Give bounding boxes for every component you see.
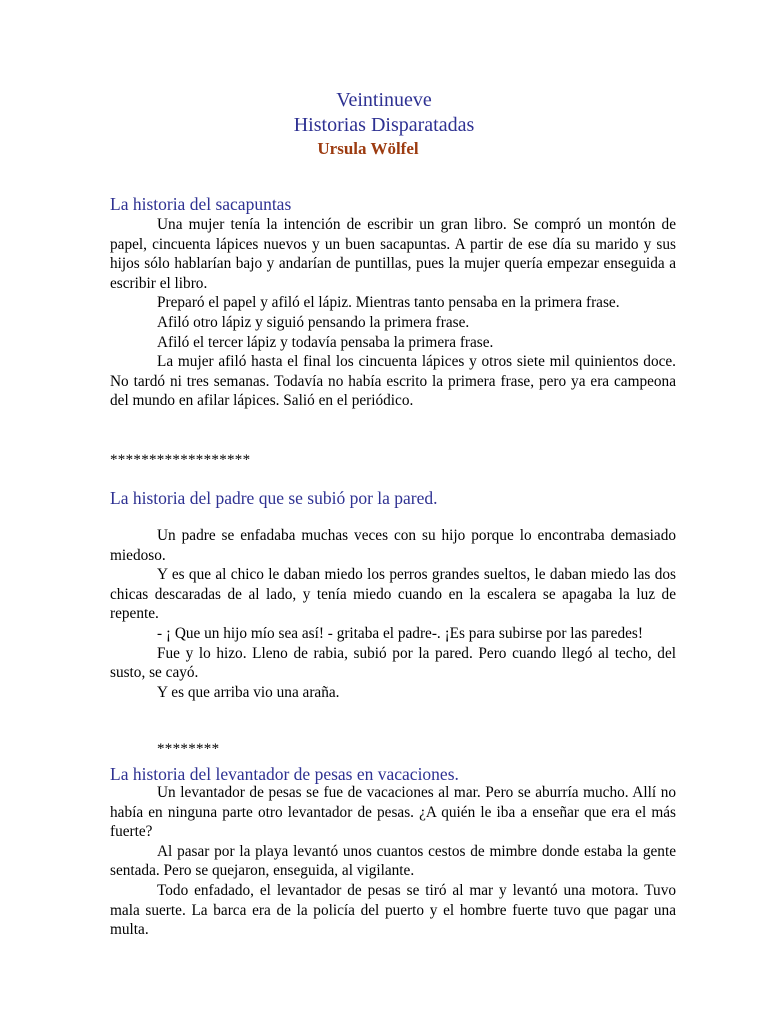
story1-paragraph: Una mujer tenía la intención de escribir un gran libro. Se compró un montón de papel, cincuenta lápices nuevos y un buen sacapuntas. A partir de ese día su marido y sus hijos sólo hablarían bajo y andarían de puntillas, pues la mujer quería empezar enseguida a escribir el libro. (110, 216, 676, 292)
story3-paragraph: Un levantador de pesas se fue de vacaciones al mar. Pero se aburría mucho. Allí no había en ninguna parte otro levantador de pesas. ¿A quién le iba a enseñar que era el más fuerte? (110, 784, 676, 841)
document-title-line2: Historias Disparatadas (293, 114, 475, 136)
separator-1: ****************** (110, 452, 251, 468)
story2-paragraph: Fue y lo hizo. Lleno de rabia, subió por la pared. Pero cuando llegó al techo, del susto, se cayó. (110, 644, 676, 682)
story2-heading: La historia del padre que se subió por la pared. (110, 488, 438, 508)
story1-paragraph: La mujer afiló hasta el final los cincuenta lápices y otros siete mil quinientos doce. No tardó ni tres semanas. Todavía no había escrito la primera frase, pero ya era campeona del mundo en afilar lápices. Salió en el periódico. (110, 353, 676, 410)
document-author: Ursula Wölfel (317, 139, 419, 158)
separator-2: ******** (157, 741, 220, 757)
story3-heading: La historia del levantador de pesas en vacaciones. (110, 764, 459, 784)
story2-paragraph: Y es que al chico le daban miedo los perros grandes sueltos, le daban miedo las dos chicas descaradas de al lado, y tenía miedo cuando en la escalera se apagaba la luz de repente. (110, 566, 676, 623)
story2-body (110, 526, 676, 702)
document-title-line1: Veintinueve (336, 89, 432, 111)
story1-heading: La historia del sacapuntas (110, 194, 292, 214)
story1-paragraph: Afiló el tercer lápiz y todavía pensaba la primera frase. (157, 333, 494, 351)
story3-paragraph: Todo enfadado, el levantador de pesas se tiró al mar y levantó una motora. Tuvo mala suerte. La barca era de la policía del puerto y el hombre fuerte tuvo que pagar una multa. (110, 881, 676, 939)
story3-body (110, 783, 676, 940)
story2-paragraph: Y es que arriba vio una araña. (157, 683, 340, 701)
story1-body (110, 215, 676, 411)
story2-paragraph: - ¡ Que un hijo mío sea así! - gritaba el padre-. ¡Es para subirse por las paredes! (157, 624, 643, 642)
story1-paragraph: Afiló otro lápiz y siguió pensando la primera frase. (157, 313, 470, 331)
story3-paragraph: Al pasar por la playa levantó unos cuantos cestos de mimbre donde estaba la gente sentada. Pero se quejaron, enseguida, al vigilante. (110, 842, 676, 880)
story2-paragraph: Un padre se enfadaba muchas veces con su hijo porque lo encontraba demasiado miedoso. (110, 527, 676, 564)
story1-paragraph: Preparó el papel y afiló el lápiz. Mientras tanto pensaba en la primera frase. (157, 294, 620, 312)
